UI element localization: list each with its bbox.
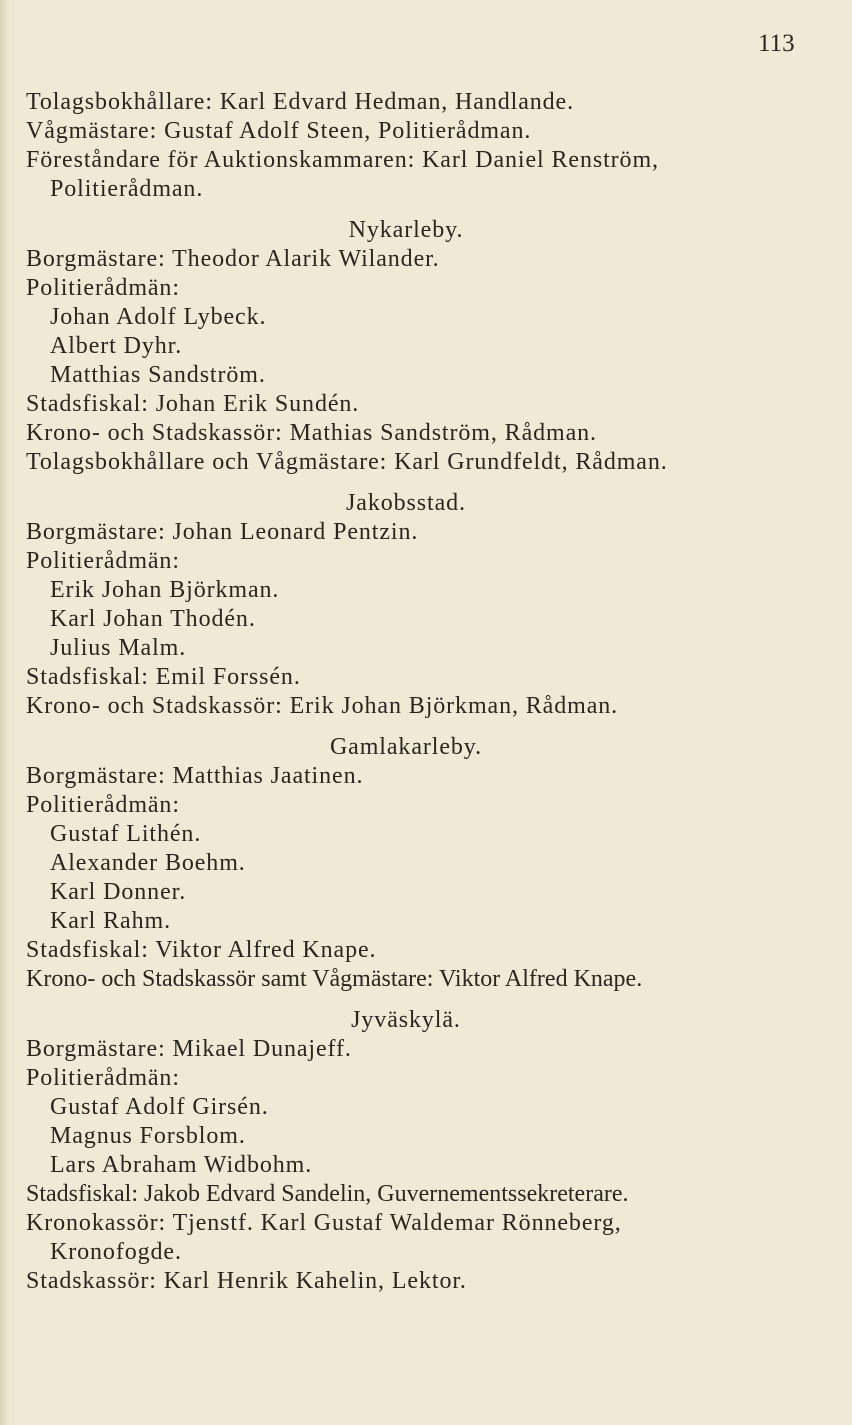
text-line: Borgmästare: Johan Leonard Pentzin. (26, 519, 419, 545)
text-line: Vågmästare: Gustaf Adolf Steen, Politierådman. (26, 118, 532, 144)
text-line: Tolagsbokhållare och Vågmästare: Karl Grundfeldt, Rådman. (26, 449, 668, 475)
text-line: Gustaf Adolf Girsén. (50, 1094, 269, 1120)
text-line: Magnus Forsblom. (50, 1123, 246, 1149)
text-line: Stadsfiskal: Emil Forssén. (26, 664, 301, 690)
text-line: Borgmästare: Matthias Jaatinen. (26, 763, 364, 789)
text-line: Gustaf Lithén. (50, 821, 202, 847)
text-line: Erik Johan Björkman. (50, 577, 280, 603)
text-line: Politierådman. (50, 176, 204, 202)
page-gutter-shadow (0, 0, 10, 1425)
text-line: Politierådmän: (26, 792, 180, 818)
section-heading: Jakobsstad. (346, 490, 466, 516)
text-line: Julius Malm. (50, 635, 187, 661)
text-line: Borgmästare: Mikael Dunajeff. (26, 1036, 352, 1062)
section-heading: Jyväskylä. (351, 1007, 461, 1033)
text-line: Matthias Sandström. (50, 362, 266, 388)
text-line: Johan Adolf Lybeck. (50, 304, 267, 330)
text-line: Karl Donner. (50, 879, 187, 905)
section-heading: Gamlakarleby. (329, 734, 483, 760)
text-line: Politierådmän: (26, 548, 180, 574)
text-line: Lars Abraham Widbohm. (50, 1152, 313, 1178)
text-line: Krono- och Stadskassör: Mathias Sandström, Rådman. (26, 420, 597, 446)
page-text-body (26, 88, 846, 1296)
text-line: Stadsfiskal: Viktor Alfred Knape. (26, 937, 377, 963)
text-line: Politierådmän: (26, 1065, 180, 1091)
text-line: Stadsfiskal: Johan Erik Sundén. (26, 391, 360, 417)
section-heading: Nykarleby. (348, 217, 464, 243)
text-line: Stadskassör: Karl Henrik Kahelin, Lektor. (26, 1268, 467, 1294)
text-line: Stadsfiskal: Jakob Edvard Sandelin, Guvernementssekreterare. (26, 1181, 629, 1207)
text-line: Kronokassör: Tjenstf. Karl Gustaf Waldemar Rönneberg, (26, 1210, 622, 1236)
text-line: Karl Johan Thodén. (50, 606, 256, 632)
text-line: Albert Dyhr. (50, 333, 183, 359)
text-line: Alexander Boehm. (50, 850, 246, 876)
text-line: Karl Rahm. (50, 908, 171, 934)
text-line: Kronofogde. (50, 1239, 182, 1265)
text-line: Borgmästare: Theodor Alarik Wilander. (26, 246, 440, 272)
text-line: Politierådmän: (26, 275, 180, 301)
text-line: Krono- och Stadskassör: Erik Johan Björkman, Rådman. (26, 693, 619, 719)
text-line: Föreståndare för Auktionskammaren: Karl Daniel Renström, (26, 147, 659, 173)
text-line: Krono- och Stadskassör samt Vågmästare: Viktor Alfred Knape. (26, 966, 643, 992)
text-line: Tolagsbokhållare: Karl Edvard Hedman, Handlande. (26, 89, 575, 115)
page-number: 113 (758, 30, 795, 57)
